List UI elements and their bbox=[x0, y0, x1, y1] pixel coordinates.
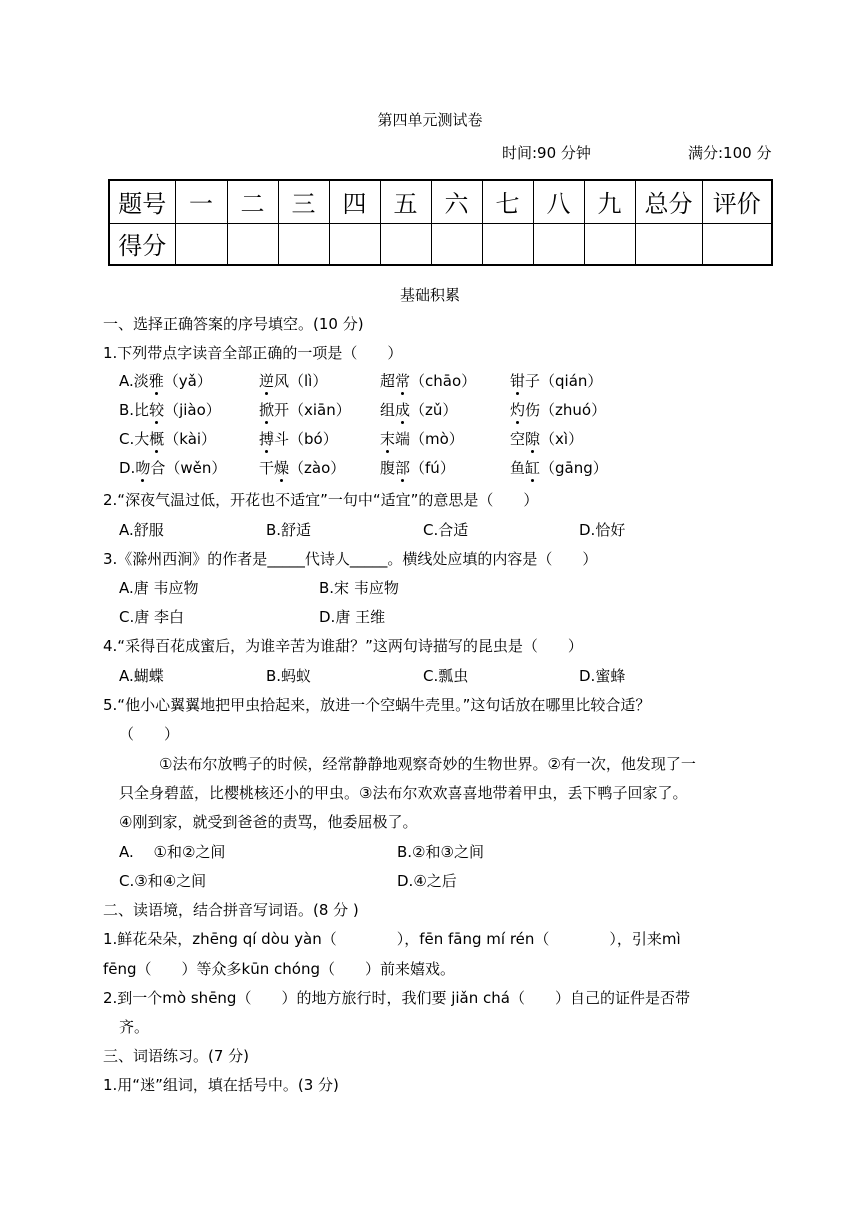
time-limit: 时间:90 分钟 bbox=[502, 144, 591, 162]
score-header-cell: 二 bbox=[227, 180, 278, 223]
part2-line: 2.到一个mò shēng（ ）的地方旅行时，我们要 jiǎn chá（ ）自己的证件是否带 bbox=[103, 989, 690, 1007]
part2-heading: 二、读语境，结合拼音写词语。(8 分 ) bbox=[103, 901, 359, 919]
score-header-cell: 九 bbox=[584, 180, 635, 223]
score-header-cell: 四 bbox=[329, 180, 380, 223]
q1-option: D.吻合（wěn） bbox=[119, 459, 227, 477]
q5-option-d: D.④之后 bbox=[397, 872, 457, 890]
q2-option-b: B.舒适 bbox=[266, 521, 312, 539]
score-cell[interactable] bbox=[635, 223, 702, 265]
score-table bbox=[108, 179, 773, 266]
score-header-cell: 三 bbox=[278, 180, 329, 223]
q1-option: 超常（chāo） bbox=[380, 372, 477, 390]
q3-option-b: B.宋 韦应物 bbox=[319, 579, 399, 597]
q5-option-b: B.②和③之间 bbox=[397, 843, 484, 861]
q2-option-c: C.合适 bbox=[423, 521, 469, 539]
full-score: 满分:100 分 bbox=[688, 144, 772, 162]
score-header-label: 题号 bbox=[109, 180, 175, 223]
score-cell[interactable] bbox=[533, 223, 584, 265]
part1-heading: 一、选择正确答案的序号填空。(10 分) bbox=[103, 315, 364, 333]
q1-option: 空隙（xì） bbox=[510, 430, 584, 448]
q1-option: 逆风（lì） bbox=[259, 372, 328, 390]
score-cell[interactable] bbox=[584, 223, 635, 265]
score-header-cell: 六 bbox=[431, 180, 482, 223]
score-cell[interactable] bbox=[329, 223, 380, 265]
score-cell[interactable] bbox=[227, 223, 278, 265]
part2-line: 1.鲜花朵朵，zhēng qí dòu yàn（ ），fēn fāng mí rén（ ），引来mì bbox=[103, 930, 681, 948]
q5-passage-line: 只全身碧蓝，比樱桃核还小的甲虫。③法布尔欢欢喜喜地带着甲虫，丢下鸭子回家了。 bbox=[119, 784, 688, 802]
score-cell[interactable] bbox=[431, 223, 482, 265]
q2-stem: 2.“深夜气温过低，开花也不适宜”一句中“适宜”的意思是（ ） bbox=[103, 491, 539, 509]
q1-option: 干燥（zào） bbox=[259, 459, 346, 477]
q1-option: B.比较（jiào） bbox=[119, 401, 221, 419]
page-title: 第四单元测试卷 bbox=[377, 111, 483, 129]
q1-option: 鱼缸（gāng） bbox=[510, 459, 608, 477]
q1-option: 掀开（xiān） bbox=[259, 401, 351, 419]
q4-option-d: D.蜜蜂 bbox=[579, 667, 626, 685]
score-cell[interactable] bbox=[278, 223, 329, 265]
score-header-cell: 八 bbox=[533, 180, 584, 223]
score-header-cell: 五 bbox=[380, 180, 431, 223]
q5-stem: 5.“他小心翼翼地把甲虫拾起来，放进一个空蜗牛壳里。”这句话放在哪里比较合适？ bbox=[103, 696, 651, 714]
q1-option: 组成（zǔ） bbox=[380, 401, 458, 419]
score-row-label: 得分 bbox=[109, 223, 175, 265]
score-header-cell: 七 bbox=[482, 180, 533, 223]
q5-passage-line: ④刚到家，就受到爸爸的责骂，他委屈极了。 bbox=[119, 813, 418, 831]
q4-stem: 4.“采得百花成蜜后，为谁辛苦为谁甜？”这两句诗描写的昆虫是（ ） bbox=[103, 637, 583, 655]
q3-option-d: D.唐 王维 bbox=[319, 608, 386, 626]
score-cell[interactable] bbox=[175, 223, 227, 265]
part2-line: fēng（ ）等众多kūn chóng（ ）前来嬉戏。 bbox=[103, 960, 455, 978]
q5-option-c: C.③和④之间 bbox=[119, 872, 207, 890]
q1-option: C.大概（kài） bbox=[119, 430, 217, 448]
score-cell[interactable] bbox=[482, 223, 533, 265]
part2-line: 齐。 bbox=[119, 1018, 150, 1036]
q2-option-a: A.舒服 bbox=[119, 521, 164, 539]
q1-option: A.淡雅（yǎ） bbox=[119, 372, 212, 390]
q3-option-a: A.唐 韦应物 bbox=[119, 579, 199, 597]
section-title: 基础积累 bbox=[399, 286, 460, 304]
q2-option-d: D.恰好 bbox=[579, 521, 626, 539]
q3-option-c: C.唐 李白 bbox=[119, 608, 185, 626]
part3-q1: 1.用“迷”组词，填在括号中。(3 分) bbox=[103, 1076, 339, 1094]
score-cell[interactable] bbox=[380, 223, 431, 265]
q3-stem: 3.《滁州西涧》的作者是_____代诗人_____。横线处应填的内容是（ ） bbox=[103, 550, 598, 568]
score-header-cell: 总分 bbox=[635, 180, 702, 223]
q1-option: 腹部（fú） bbox=[380, 459, 455, 477]
part3-heading: 三、词语练习。(7 分) bbox=[103, 1047, 250, 1065]
score-cell[interactable] bbox=[702, 223, 772, 265]
q1-stem: 1.下列带点字读音全部正确的一项是（ ） bbox=[103, 344, 403, 362]
q5-passage-line: ①法布尔放鸭子的时候，经常静静地观察奇妙的生物世界。②有一次，他发现了一 bbox=[159, 755, 696, 773]
q1-option: 搏斗（bó） bbox=[259, 430, 338, 448]
q1-option: 钳子（qián） bbox=[510, 372, 603, 390]
q4-option-b: B.蚂蚁 bbox=[266, 667, 312, 685]
score-header-cell: 一 bbox=[175, 180, 227, 223]
q1-option: 灼伤（zhuó） bbox=[510, 401, 607, 419]
q4-option-c: C.瓢虫 bbox=[423, 667, 469, 685]
q4-option-a: A.蝴蝶 bbox=[119, 667, 164, 685]
q5-option-a: A. ①和②之间 bbox=[119, 843, 226, 861]
q1-option: 末端（mò） bbox=[380, 430, 464, 448]
score-header-cell: 评价 bbox=[702, 180, 772, 223]
q5-answer-paren: （ ） bbox=[119, 725, 180, 743]
